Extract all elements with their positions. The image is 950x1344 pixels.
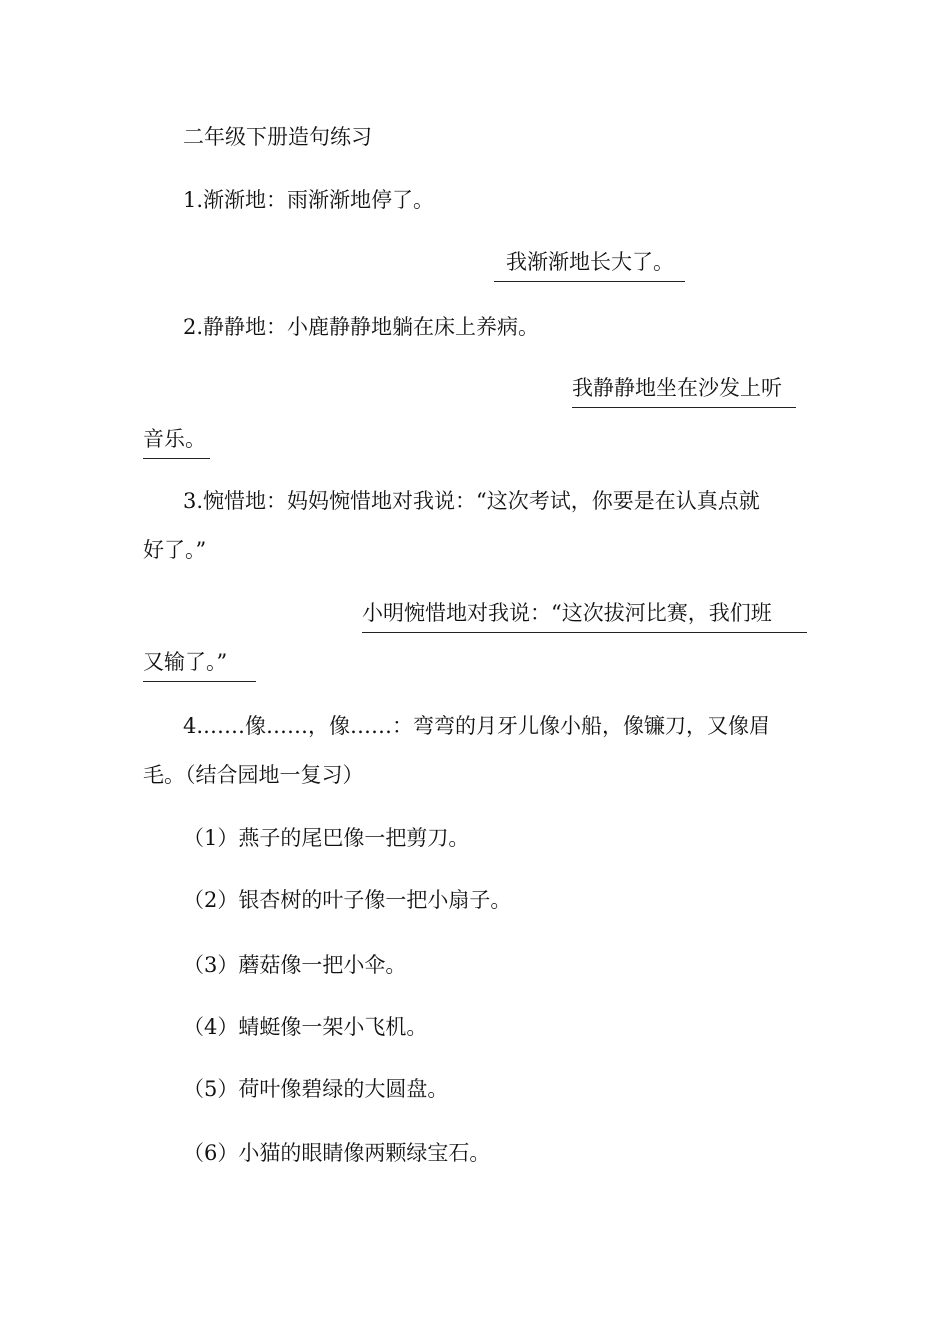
example-5: （5）荷叶像碧绿的大圆盘。 (183, 1077, 449, 1101)
example-1: （1）燕子的尾巴像一把剪刀。 (183, 826, 470, 850)
example-2: （2）银杏树的叶子像一把小扇子。 (183, 888, 512, 912)
item-2-answer-row-1 (572, 373, 796, 408)
item-3-prompt-line-1: 3.惋惜地：妈妈惋惜地对我说：“这次考试，你要是在认真点就 (183, 489, 760, 513)
item-4-prompt-line-1: 4.……像……，像……：弯弯的月牙儿像小船，像镰刀，又像眉 (183, 714, 771, 738)
example-4: （4）蜻蜓像一架小飞机。 (183, 1015, 428, 1039)
item-4-prompt-line-2: 毛。（结合园地一复习） (143, 763, 364, 787)
item-2-answer-row-2 (143, 424, 210, 459)
item-2-answer-line-1: 我静静地坐在沙发上听 (572, 373, 796, 408)
item-1-answer-row (494, 247, 685, 282)
item-3-answer-row-1 (362, 598, 807, 633)
item-3-answer-line-2: 又输了。” (143, 647, 256, 682)
item-2-prompt: 2.静静地：小鹿静静地躺在床上养病。 (183, 315, 540, 339)
item-3-answer-row-2 (143, 647, 256, 682)
example-6: （6）小猫的眼睛像两颗绿宝石。 (183, 1141, 491, 1165)
item-3-prompt-line-2: 好了。” (143, 538, 207, 562)
item-3-answer-line-1: 小明惋惜地对我说：“这次拔河比赛，我们班 (362, 598, 807, 633)
item-2-answer-line-2: 音乐。 (143, 424, 210, 459)
document-title: 二年级下册造句练习 (183, 125, 372, 149)
item-1-prompt: 1.渐渐地：雨渐渐地停了。 (183, 188, 435, 212)
example-3: （3）蘑菇像一把小伞。 (183, 953, 407, 977)
item-1-answer: 我渐渐地长大了。 (494, 247, 685, 282)
